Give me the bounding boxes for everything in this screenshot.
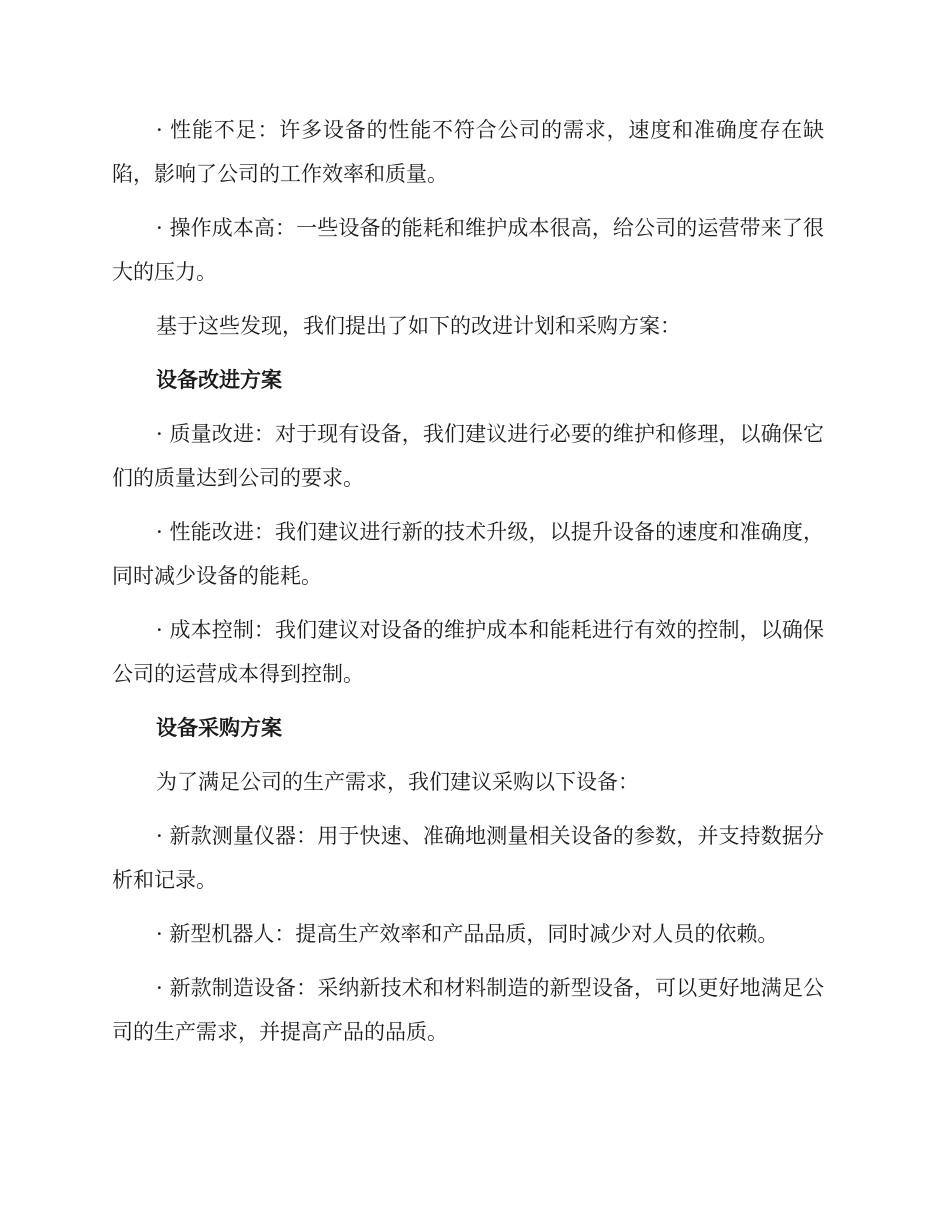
paragraph-high-operating-cost: · 操作成本高：一些设备的能耗和维护成本很高，给公司的运营带来了很大的压力。 <box>112 216 824 284</box>
paragraph-quality-improvement: · 质量改进：对于现有设备，我们建议进行必要的维护和修理，以确保它们的质量达到公司的要求。 <box>112 422 824 490</box>
heading-improvement-plan: 设备改进方案 <box>156 367 282 392</box>
paragraph-procurement-intro: 为了满足公司的生产需求，我们建议采购以下设备： <box>156 770 639 794</box>
paragraph-manufacturing-equipment: · 新款制造设备：采纳新技术和材料制造的新型设备，可以更好地满足公司的生产需求，并提高产品的品质。 <box>112 976 824 1044</box>
paragraph-performance-shortfall: · 性能不足：许多设备的性能不符合公司的需求，速度和准确度存在缺陷，影响了公司的工作效率和质量。 <box>112 118 824 186</box>
document-page <box>112 108 824 1064</box>
paragraph-performance-improvement: · 性能改进：我们建议进行新的技术升级，以提升设备的速度和准确度，同时减少设备的能耗。 <box>112 520 824 588</box>
paragraph-findings-intro: 基于这些发现，我们提出了如下的改进计划和采购方案： <box>156 314 681 338</box>
paragraph-robot: · 新型机器人：提高生产效率和产品品质，同时减少对人员的依赖。 <box>156 922 779 946</box>
paragraph-measuring-instrument: · 新款测量仪器：用于快速、准确地测量相关设备的参数，并支持数据分析和记录。 <box>112 824 824 892</box>
heading-procurement-plan: 设备采购方案 <box>156 715 282 740</box>
paragraph-cost-control: · 成本控制：我们建议对设备的维护成本和能耗进行有效的控制，以确保公司的运营成本得到控制。 <box>112 618 824 686</box>
